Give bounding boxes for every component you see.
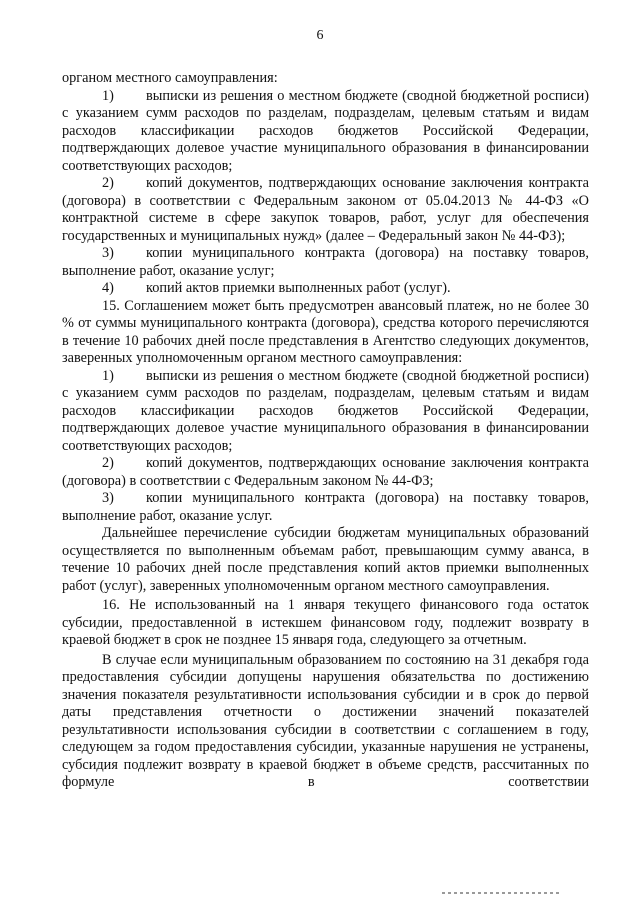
list-item-number: 4) [102,280,114,296]
section-16-paragraph: 16. Не использованный на 1 января текущего финансового года остаток субсидии, предоставленной в истекшем финансовом году, подлежит возврату в краевой бюджет в срок не позднее 15 января года, следующего за отчетным. [62,597,589,648]
list-item-text: выписки из решения о местном бюджете (сводной бюджетной росписи) с указанием сумм расходов по разделам, подразделам, целевым статьям и видам расходов классификации расходов бюджетов Российской Федерации, подтверждающих долевое участие муниципального образования в финансировании соответствующих расходов; [62,87,589,174]
list-item [62,175,589,245]
further-transfer-paragraph: Дальнейшее перечисление субсидии бюджетам муниципальных образований осуществляется по выполненным объемам работ, превышающим сумму аванса, в течение 10 рабочих дней после представления копий актов приемки выполненных работ (услуг), заверенных уполномоченным органом местного самоуправления. [62,525,589,594]
list-item-text: копий документов, подтверждающих основание заключения контракта (договора) в соответствии с Федеральным законом № 44-ФЗ; [62,455,589,489]
list-item [62,490,589,525]
scan-edge-mark [442,892,562,894]
list-item-text: копий документов, подтверждающих основание заключения контракта (договора) в соответствии с Федеральным законом от 05.04.2013 № 44-ФЗ «О контрактной системе в сфере закупок товаров, работ, услуг для обеспечения государственных и муниципальных нужд» (далее – Федеральный закон № 44-ФЗ); [62,175,589,244]
list-item [62,280,589,298]
paragraph-continuation: органом местного самоуправления: [62,70,278,86]
list-item-text: выписки из решения о местном бюджете (сводной бюджетной росписи) с указанием сумм расходов по разделам, подразделам, целевым статьям и видам расходов классификации расходов бюджетов Российской Федерации, подтверждающих долевое участие муниципального образования в финансировании соответствующих расходов; [62,367,589,454]
page-number: 6 [316,28,324,43]
list-item [62,245,589,280]
list-item [62,455,589,490]
section-15-paragraph: 15. Соглашением может быть предусмотрен авансовый платеж, но не более 30 % от суммы муниципального контракта (договора), средства которого перечисляются в течение 10 рабочих дней после представления в Агентство следующих документов, заверенных уполномоченным органом местного самоуправления: [62,297,589,366]
list-item-number: 2) [102,455,114,471]
list-item-text: копии муниципального контракта (договора) на поставку товаров, выполнение работ, оказание услуг; [62,245,589,279]
list-item-text: копий актов приемки выполненных работ (услуг). [146,280,451,296]
document-body [62,70,589,792]
list-item [62,368,589,456]
list-item-number: 3) [102,245,114,261]
list-item-number: 1) [102,367,114,384]
list-item-number: 1) [102,87,114,104]
list-item-number: 3) [102,490,114,506]
list-item [62,88,589,176]
violation-paragraph: В случае если муниципальным образованием по состоянию на 31 декабря года предоставления субсидии допущены нарушения обязательства по достижению значения показателя результативности использования субсидии и в срок до первой даты представления отчетности о достижении значений показателей результативности использования субсидии в соответствии с соглашением в году, следующем за годом предоставления субсидии, указанные нарушения не устранены, субсидия подлежит возврату в краевой бюджет в объеме средств, рассчитанных по формуле в соответствии [62,651,589,790]
list-item-number: 2) [102,175,114,191]
list-item-text: копии муниципального контракта (договора) на поставку товаров, выполнение работ, оказание услуг. [62,490,589,524]
